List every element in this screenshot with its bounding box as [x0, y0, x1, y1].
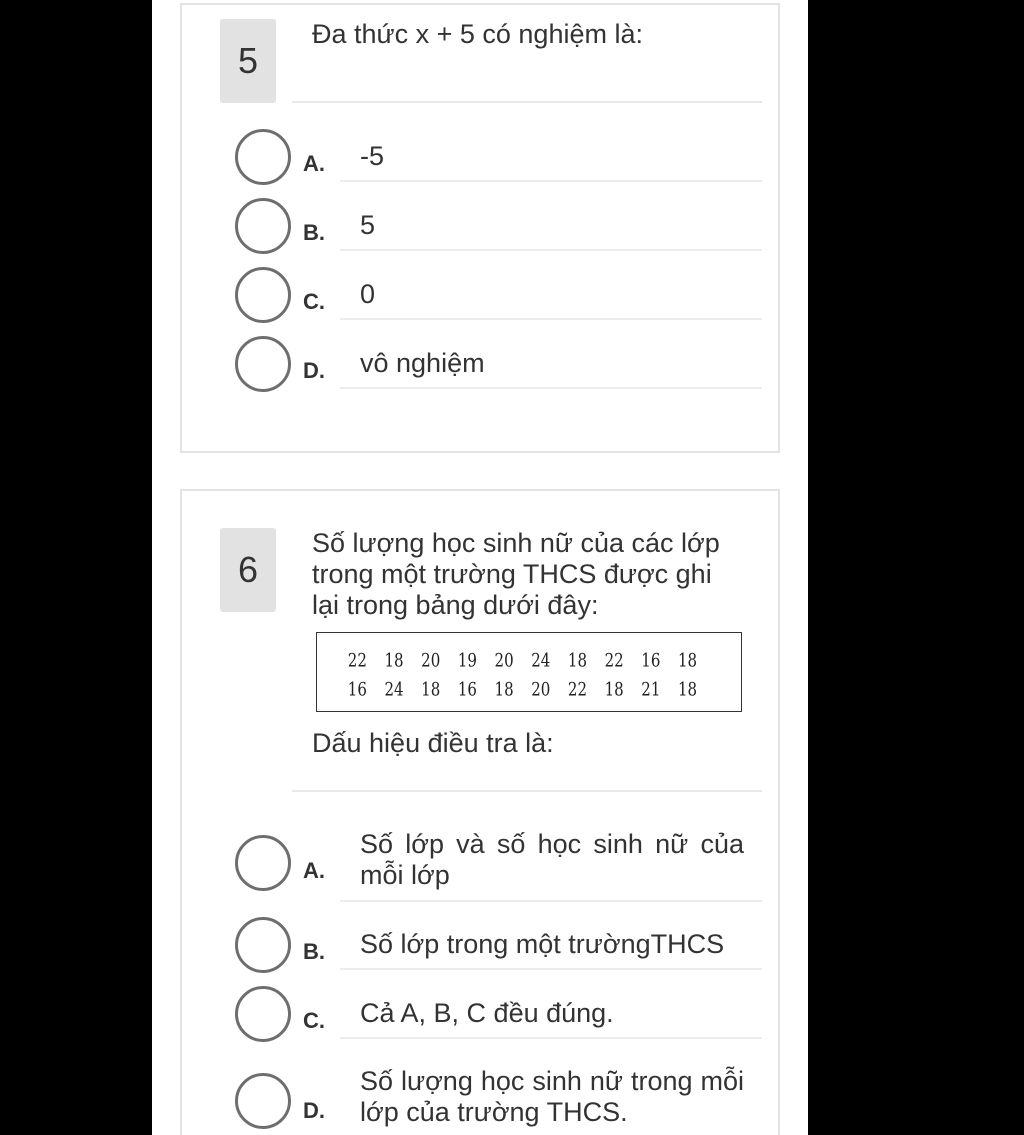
option-letter: C. [303, 289, 325, 314]
option-c[interactable] [182, 267, 782, 331]
option-text: vô nghiệm [360, 348, 485, 378]
option-letter: C. [303, 1008, 325, 1033]
option-text: -5 [360, 141, 385, 171]
option-letter: A. [303, 858, 325, 883]
question-number-badge: 6 [220, 528, 276, 612]
option-text: Cả A, B, C đều đúng. [360, 998, 614, 1028]
radio-button[interactable] [235, 835, 291, 891]
option-letter: B. [303, 220, 325, 245]
table-cell: 22 [567, 677, 588, 700]
question-card-6 [180, 489, 780, 1135]
table-cell: 18 [421, 677, 441, 700]
divider [340, 968, 762, 970]
table-cell: 20 [531, 677, 551, 700]
table-cell: 18 [384, 648, 404, 671]
option-d[interactable] [182, 1066, 782, 1135]
option-b[interactable] [182, 917, 782, 981]
option-letter: A. [303, 151, 325, 176]
table-cell: 16 [641, 648, 661, 671]
radio-button[interactable] [235, 917, 291, 973]
option-text: 5 [360, 210, 376, 240]
divider [340, 387, 762, 389]
radio-button[interactable] [235, 267, 291, 323]
table-row [339, 674, 706, 703]
table-cell: 20 [421, 648, 441, 671]
table-cell: 16 [347, 677, 367, 700]
table-cell: 18 [677, 648, 698, 671]
question-text: Đa thức x + 5 có nghiệm là: [312, 19, 643, 49]
divider [340, 900, 762, 902]
divider [340, 249, 762, 251]
table-cell: 20 [494, 648, 514, 671]
table-cell: 18 [677, 677, 698, 700]
data-table [316, 632, 742, 712]
table-cell: 22 [604, 648, 624, 671]
option-text: Số lớp và số học sinh nữ của mỗi lớp [360, 829, 744, 890]
table-cell: 22 [347, 648, 367, 671]
question-number-badge: 5 [220, 19, 276, 103]
table-cell: 19 [457, 648, 477, 671]
table-cell: 18 [567, 648, 588, 671]
option-letter: D. [303, 358, 325, 383]
divider [340, 180, 762, 182]
table-cell: 16 [457, 677, 477, 700]
radio-button[interactable] [235, 198, 291, 254]
option-letter: B. [303, 939, 325, 964]
table-cell: 24 [384, 677, 404, 700]
radio-button[interactable] [235, 129, 291, 185]
divider [292, 790, 762, 792]
option-c[interactable] [182, 986, 782, 1050]
table-cell: 21 [641, 677, 661, 700]
radio-button[interactable] [235, 986, 291, 1042]
radio-button[interactable] [235, 1073, 291, 1129]
question-card-5 [180, 3, 780, 453]
option-text: Số lượng học sinh nữ trong mỗi lớp của trường THCS. [360, 1066, 744, 1127]
divider [292, 101, 762, 103]
option-b[interactable] [182, 198, 782, 262]
option-text: 0 [360, 279, 376, 309]
divider [340, 1037, 762, 1039]
option-text: Số lớp trong một trườngTHCS [360, 929, 725, 959]
table-cell: 18 [604, 677, 624, 700]
radio-button[interactable] [235, 336, 291, 392]
option-letter: D. [303, 1098, 325, 1123]
subquestion-text: Dấu hiệu điều tra là: [312, 728, 554, 758]
table-cell: 24 [531, 648, 551, 671]
question-text: Số lượng học sinh nữ của các lớp trong một trường THCS được ghi lại trong bảng dưới đây: [312, 528, 720, 620]
divider [340, 318, 762, 320]
quiz-page [152, 0, 808, 1135]
option-a[interactable] [182, 829, 782, 905]
option-d[interactable] [182, 336, 782, 400]
option-a[interactable] [182, 129, 782, 193]
table-cell: 18 [494, 677, 514, 700]
